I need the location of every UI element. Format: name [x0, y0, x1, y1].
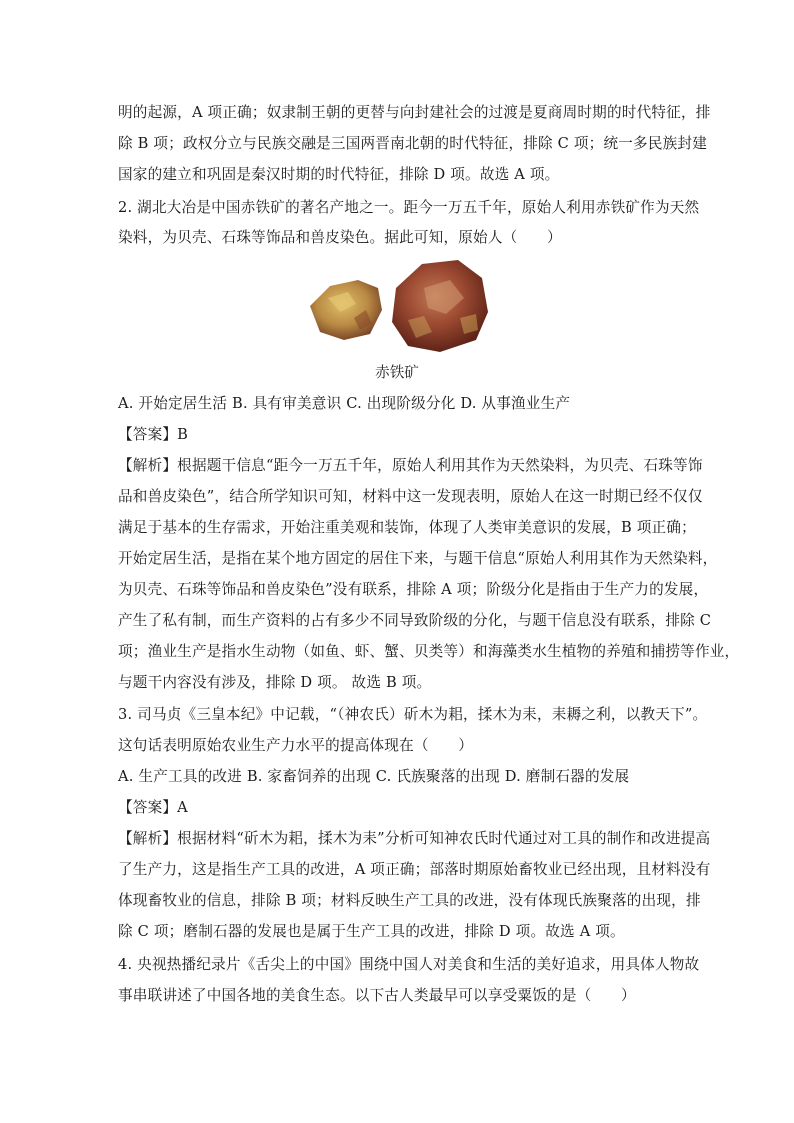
analysis-line: 【解析】根据材料“斫木为耜，揉木为耒”分析可知神农氏时代通过对工具的制作和改进提高: [118, 830, 711, 847]
hematite-rock-image: [300, 258, 490, 354]
text-line: 除 B 项；政权分立与民族交融是三国两晋南北朝的时代特征，排除 C 项；统一多民族封建: [118, 135, 708, 152]
analysis-line: 与题干内容没有涉及，排除 D 项。 故选 B 项。: [118, 674, 432, 691]
analysis-line: 品和兽皮染色”，结合所学知识可知，材料中这一发现表明，原始人在这一时期已经不仅仅: [118, 488, 703, 505]
question-4-stem: 事串联讲述了中国各地的美食生态。以下古人类最早可以享受粟饭的是（ ）: [118, 987, 636, 1004]
figure-caption: 赤铁矿: [375, 364, 419, 381]
text-line: 明的起源，A 项正确；奴隶制王朝的更替与向封建社会的过渡是夏商周时期的时代特征，排: [118, 104, 711, 121]
analysis-line: 产生了私有制，而生产资料的占有多少不同导致阶级的分化，与题干信息没有联系，排除 C: [118, 612, 712, 629]
answer-label: 【答案】A: [118, 799, 188, 816]
question-2-options: A. 开始定居生活 B. 具有审美意识 C. 出现阶级分化 D. 从事渔业生产: [118, 395, 571, 412]
question-2-stem: 染料，为贝壳、石珠等饰品和兽皮染色。据此可知，原始人（ ）: [118, 229, 562, 246]
analysis-line: 除 C 项；磨制石器的发展也是属于生产工具的改进，排除 D 项。故选 A 项。: [118, 923, 625, 940]
analysis-line: 了生产力，这是指生产工具的改进，A 项正确；部落时期原始畜牧业已经出现，且材料没有: [118, 861, 711, 878]
answer-label: 【答案】B: [118, 426, 189, 443]
analysis-line: 【解析】根据题干信息“距今一万五千年，原始人利用其作为天然染料，为贝壳、石珠等饰: [118, 457, 703, 474]
question-3-options: A. 生产工具的改进 B. 家畜饲养的出现 C. 氏族聚落的出现 D. 磨制石器的发展: [118, 768, 630, 785]
analysis-line: 体现畜牧业的信息，排除 B 项；材料反映生产工具的改进，没有体现氏族聚落的出现，排: [118, 892, 701, 909]
hematite-figure: [300, 258, 490, 354]
question-3-stem: 这句话表明原始农业生产力水平的提高体现在（ ）: [118, 737, 474, 754]
analysis-line: 满足于基本的生存需求，开始注重美观和装饰，体现了人类审美意识的发展，B 项正确；: [118, 519, 696, 536]
question-2-stem: 2. 湖北大冶是中国赤铁矿的著名产地之一。距今一万五千年，原始人利用赤铁矿作为天然: [118, 199, 700, 216]
text-line: 国家的建立和巩固是秦汉时期的时代特征，排除 D 项。故选 A 项。: [118, 166, 560, 183]
analysis-line: 为贝壳、石珠等饰品和兽皮染色”没有联系，排除 A 项；阶级分化是指由于生产力的发展，: [118, 581, 709, 598]
question-3-stem: 3. 司马贞《三皇本纪》中记载，“（神农氏）斫木为耜，揉木为耒，耒耨之利，以教天下”。: [118, 706, 708, 723]
question-4-stem: 4. 央视热播纪录片《舌尖上的中国》围绕中国人对美食和生活的美好追求，用具体人物故: [118, 956, 700, 973]
analysis-line: 项；渔业生产是指水生动物（如鱼、虾、蟹、贝类等）和海藻类水生植物的养殖和捕捞等作业，: [118, 643, 740, 660]
analysis-line: 开始定居生活，是指在某个地方固定的居住下来，与题干信息“原始人利用其作为天然染料，: [118, 550, 718, 567]
